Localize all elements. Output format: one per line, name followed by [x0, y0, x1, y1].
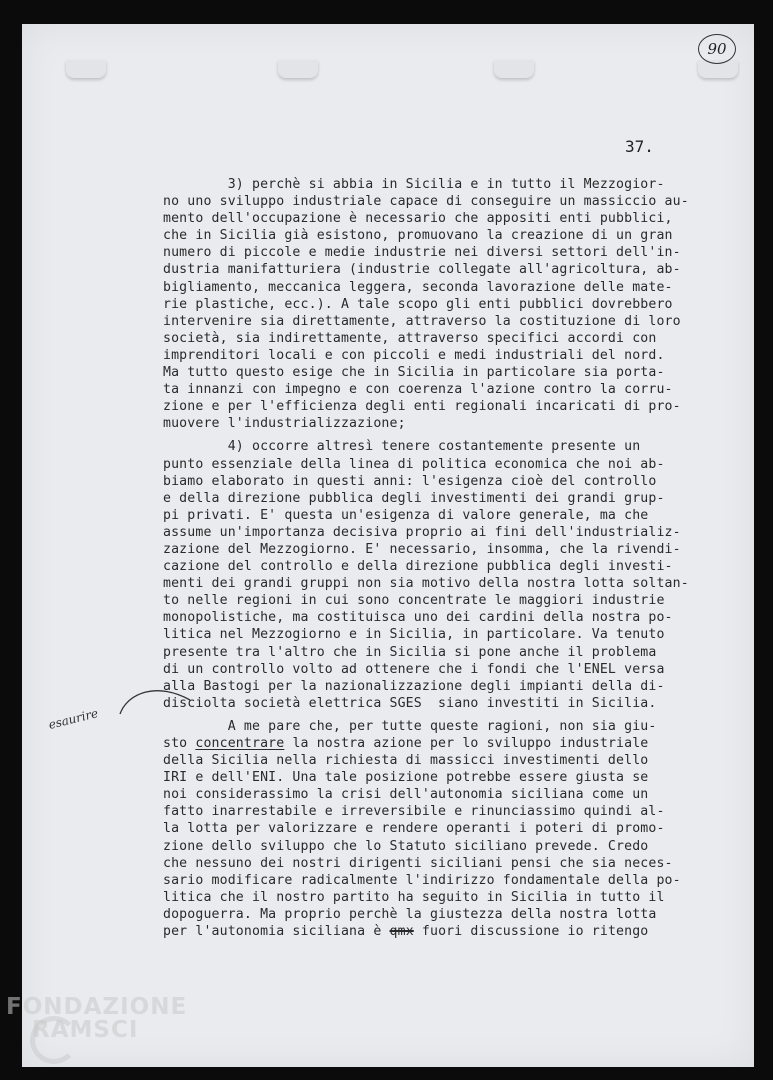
text-line: no uno sviluppo industriale capace di conseguire un massiccio au-	[163, 194, 689, 210]
text-line: biamo elaborato in questi anni: l'esigenza cioè del controllo	[163, 473, 657, 489]
watermark-line-2: RAMSCI	[32, 1017, 139, 1043]
text-line: to nelle regioni in cui sono concentrate le maggiori industrie	[163, 593, 665, 609]
text-line: pi privati. E' questa un'esigenza di valore generale, ma che	[163, 507, 649, 523]
text-line: zione dello sviluppo che lo Statuto siciliano prevede. Credo	[163, 838, 649, 854]
text-line: numero di piccole e medie industrie nei diversi settori dell'in-	[163, 245, 681, 261]
struck-out-text: qmx	[389, 924, 414, 940]
text-line: la lotta per valorizzare e rendere operanti i poteri di promo-	[163, 821, 665, 837]
underlined-word: concentrare	[195, 736, 285, 751]
text-fragment: la nostra azione per lo sviluppo industriale	[284, 736, 649, 751]
text-line: disciolta società elettrica SGES siano investiti in Sicilia.	[163, 695, 657, 711]
text-line: 4) occorre altresì tenere costantemente presente un	[163, 439, 641, 455]
watermark-g-logo	[30, 1016, 78, 1064]
text-line	[163, 735, 703, 752]
text-line: zazione del Mezzogiorno. E' necessario, insomma, che la rivendi-	[163, 541, 681, 557]
text-line: punto essenziale della linea di politica economica che noi ab-	[163, 456, 665, 472]
text-fragment: sto	[163, 736, 196, 751]
text-line	[163, 923, 703, 940]
text-line: alla Bastogi per la nazionalizzazione degli impianti della di-	[163, 678, 665, 694]
text-line: cazione del controllo e della direzione pubblica degli investi-	[163, 559, 673, 575]
text-line: rie plastiche, ecc.). A tale scopo gli enti pubblici dovrebbero	[163, 296, 673, 312]
text-line: muovere l'industrializzazione;	[163, 416, 406, 432]
text-line: ta innanzi con impegno e con coerenza l'azione contro la corru-	[163, 382, 673, 398]
text-line: che in Sicilia già esistono, promuovano la creazione di un gran	[163, 228, 673, 244]
text-line: noi considerassimo la crisi dell'autonomia siciliana come un	[163, 787, 649, 803]
text-line: assume un'importanza decisiva proprio ai fini dell'industrializ-	[163, 524, 681, 540]
margin-insertion-mark	[118, 682, 198, 722]
typewritten-body	[163, 176, 703, 940]
text-line: della Sicilia nella richiesta di massicci investimenti dello	[163, 753, 649, 769]
text-line: che nessuno dei nostri dirigenti siciliani pensi che sia neces-	[163, 855, 673, 871]
text-line: litica nel Mezzogiorno e in Sicilia, in particolare. Va tenuto	[163, 627, 665, 643]
text-line: sario modificare radicalmente l'indirizzo fondamentale della po-	[163, 872, 681, 888]
text-line: menti dei grandi gruppi non sia motivo della nostra lotta soltan-	[163, 576, 689, 592]
text-line: di un controllo volto ad ottenere che i fondi che l'ENEL versa	[163, 661, 665, 677]
watermark-line-1: FONDAZIONE	[6, 994, 188, 1020]
text-line: intervenire sia direttamente, attraverso la costituzione di loro	[163, 313, 681, 329]
text-line: IRI e dell'ENI. Una tale posizione potrebbe essere giusta se	[163, 770, 649, 786]
text-line: bigliamento, meccanica leggera, seconda lavorazione delle mate-	[163, 279, 673, 295]
binder-tab	[278, 60, 318, 78]
handwritten-margin-note: esaurire	[47, 706, 100, 732]
binder-tab	[66, 60, 106, 78]
text-line: imprenditori locali e con piccoli e medi industriali del nord.	[163, 347, 665, 363]
text-fragment: per l'autonomia siciliana è	[163, 924, 390, 940]
text-fragment: fuori discussione io ritengo	[413, 924, 649, 940]
text-line: zione e per l'efficienza degli enti regionali incaricati di pro-	[163, 399, 681, 415]
text-line: fatto inarrestabile e irreversibile e rinunciassimo quindi al-	[163, 804, 665, 820]
text-line: monopolistiche, ma costituisca uno dei cardini della nostra po-	[163, 610, 673, 626]
page-number: 37.	[625, 137, 654, 156]
text-line: litica che il nostro partito ha seguito in Sicilia in tutto il	[163, 889, 665, 905]
binder-tab	[494, 60, 534, 78]
text-line: mento dell'occupazione è necessario che appositi enti pubblici,	[163, 211, 673, 227]
text-line: presente tra l'altro che in Sicilia si pone anche il problema	[163, 644, 657, 660]
text-line: e della direzione pubblica degli investimenti dei grandi grup-	[163, 490, 665, 506]
text-line: Ma tutto questo esige che in Sicilia in particolare sia porta-	[163, 365, 665, 381]
fondazione-gramsci-watermark	[6, 994, 187, 1043]
text-line: dustria manifatturiera (industrie collegate all'agricoltura, ab-	[163, 262, 681, 278]
text-line: A me pare che, per tutte queste ragioni, non sia giu-	[163, 718, 657, 734]
archive-number-stamp: 90	[698, 34, 736, 64]
text-line: società, sia indirettamente, attraverso specifici accordi con	[163, 330, 657, 346]
text-line: 3) perchè si abbia in Sicilia e in tutto il Mezzogior-	[163, 177, 665, 192]
text-line: dopoguerra. Ma proprio perchè la giustezza della nostra lotta	[163, 906, 657, 922]
